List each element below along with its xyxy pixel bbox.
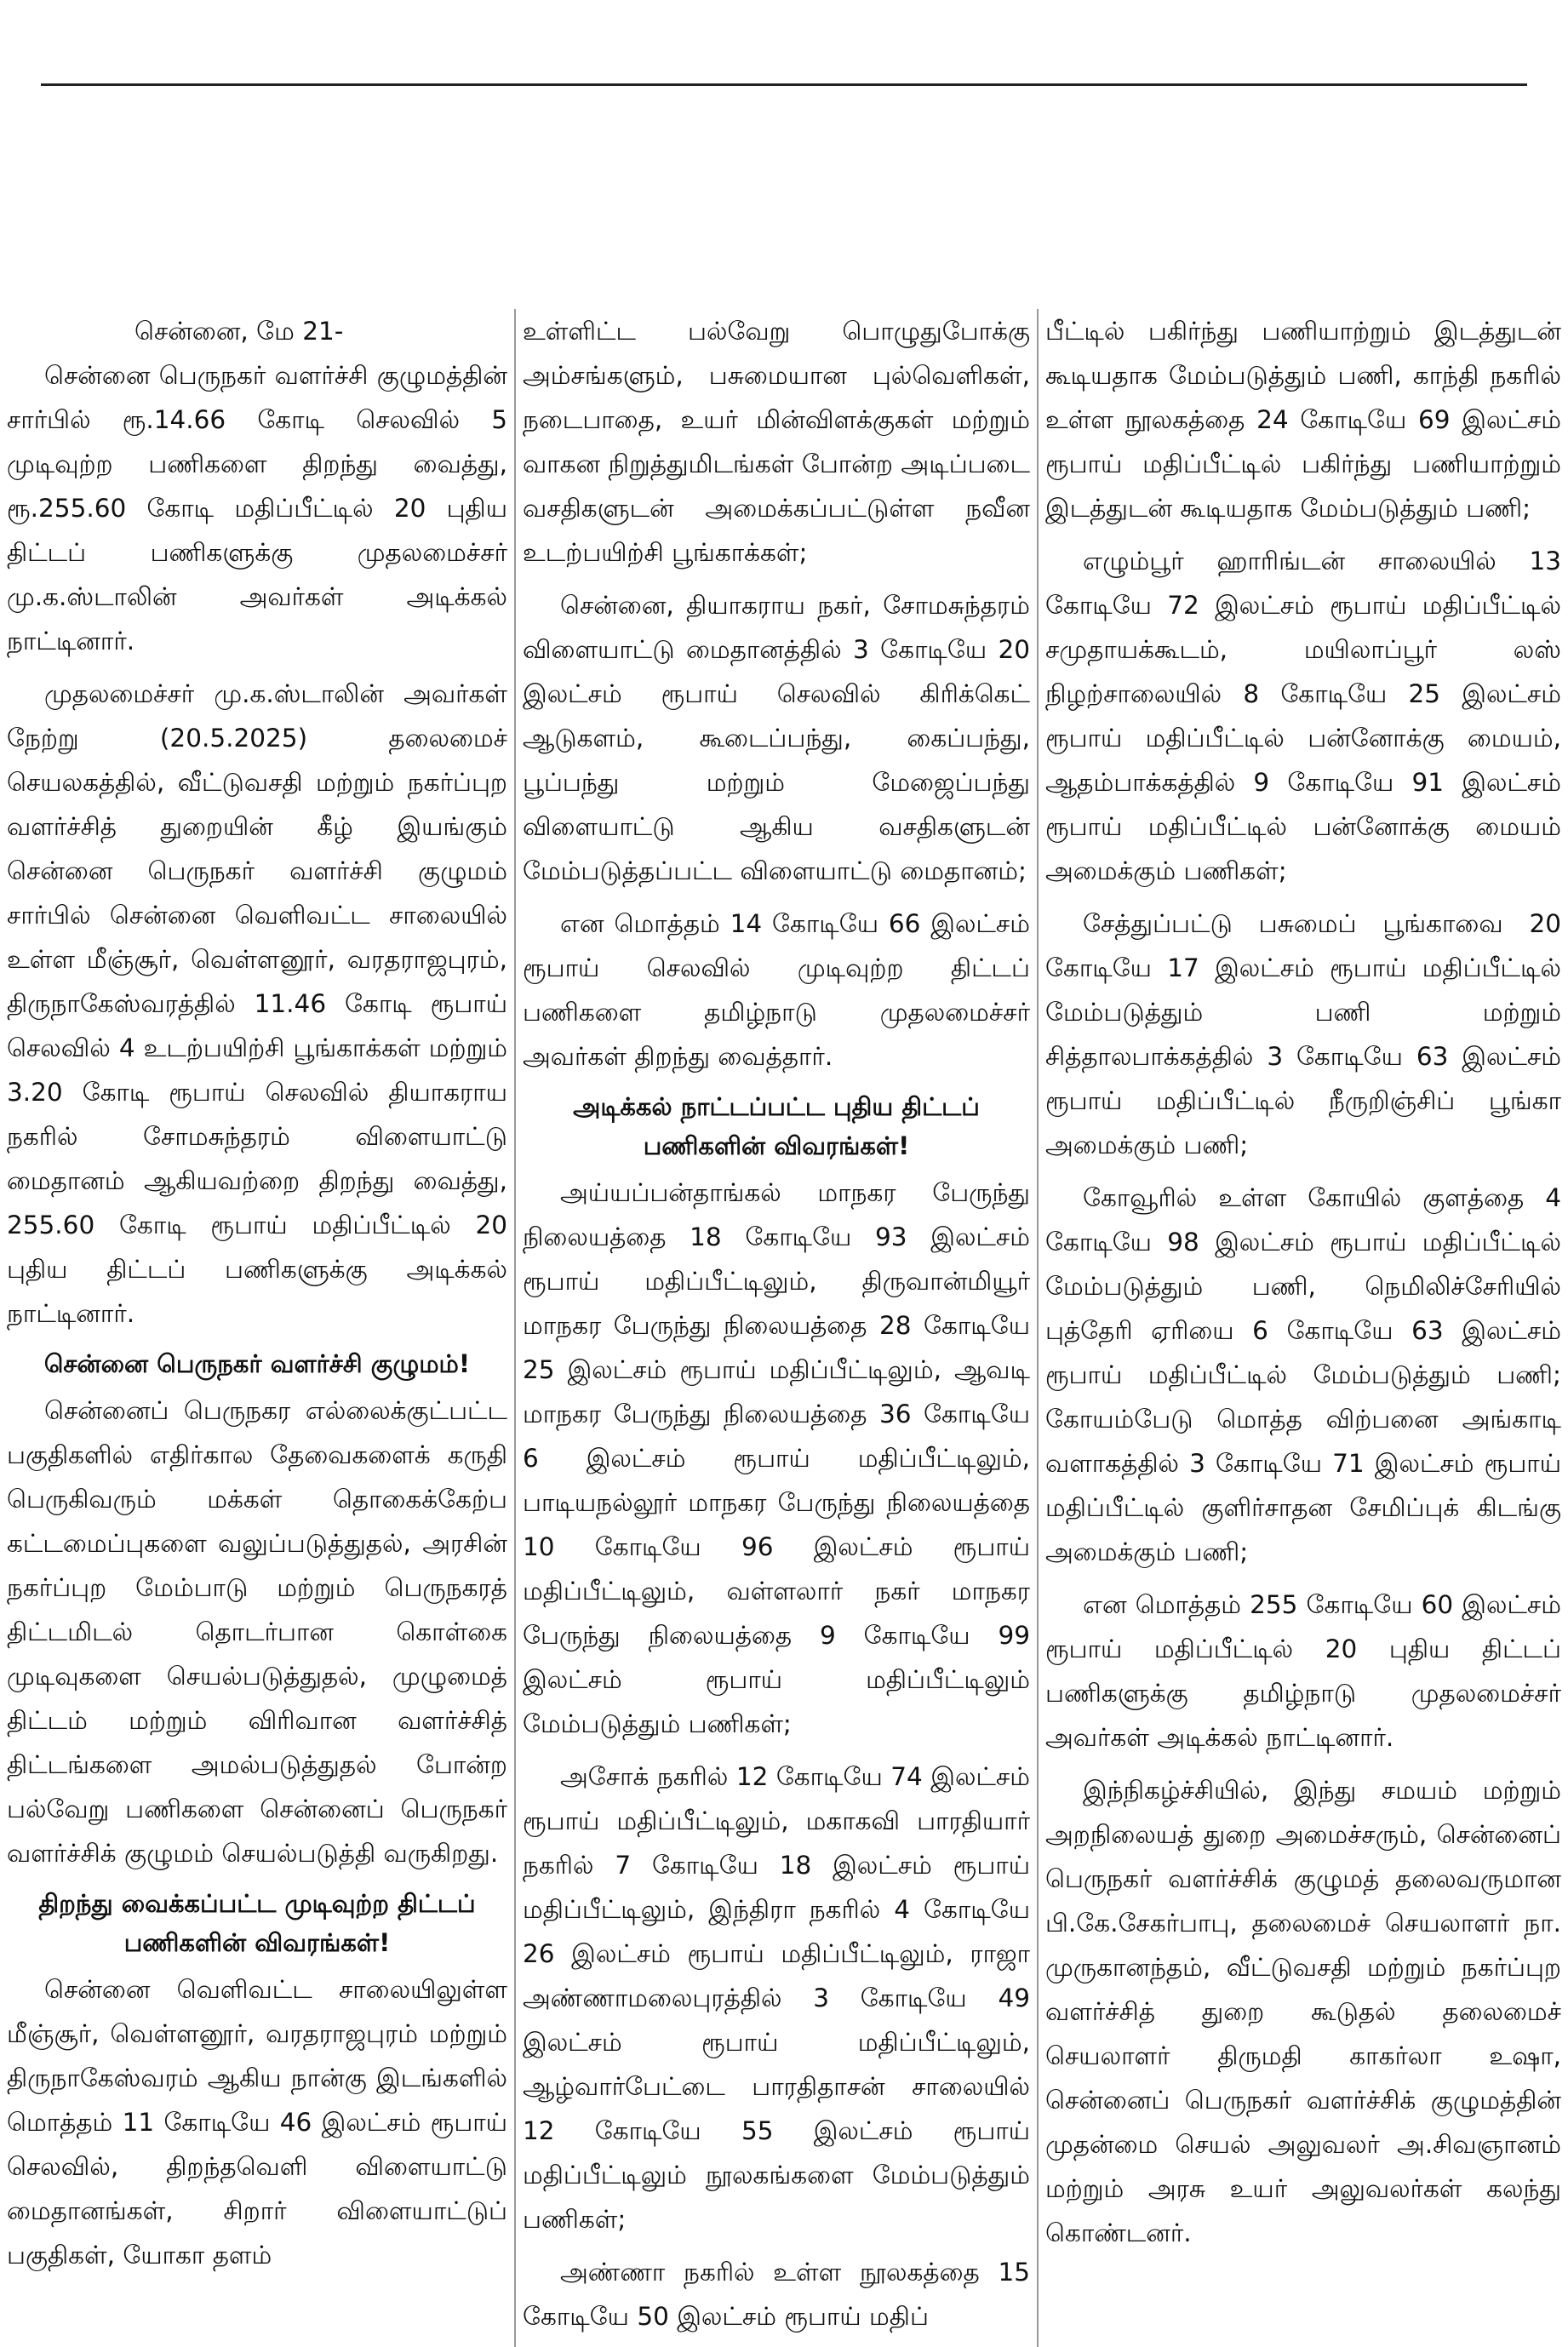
paragraph: பீட்டில் பகிர்ந்து பணியாற்றும் இடத்துடன் கூடியதாக மேம்படுத்தும் பணி, காந்தி நகரில் உள்ள நூலகத்தை 24 கோடியே 69 இலட்சம் ரூபாய் மதிப்பீட்டில் பகிர்ந்து பணியாற்றும் இடத்துடன் கூடியதாக மேம்படுத்தும் பணி; (1045, 317, 1561, 523)
paragraph: உள்ளிட்ட பல்வேறு பொழுதுபோக்கு அம்சங்களும், பசுமையான புல்வெளிகள், நடைபாதை, உயர் மின்விளக்குகள் மற்றும் வாகன நிறுத்துமிடங்கள் போன்ற அடிப்படை வசதிகளுடன் அமைக்கப்பட்டுள்ள நவீன உடற்பயிற்சி பூங்காக்கள்; (523, 317, 1030, 567)
paragraph: சென்னை வெளிவட்ட சாலையிலுள்ள மீஞ்சூர், வெள்ளனூர், வரதராஜபுரம் மற்றும் திருநாகேஸ்வரம் ஆகிய நான்கு இடங்களில் மொத்தம் 11 கோடியே 46 இலட்சம் ரூபாய் செலவில், திறந்தவெளி விளையாட்டு மைதானங்கள், சிறார் விளையாட்டுப் பகுதிகள், யோகா தளம் (7, 1975, 507, 2270)
headline (7, 89, 1561, 217)
kicker-line (7, 0, 1561, 80)
paragraph: சென்னை, தியாகராய நகர், சோமசுந்தரம் விளையாட்டு மைதானத்தில் 3 கோடியே 20 இலட்சம் ரூபாய் செலவில் கிரிக்கெட் ஆடுகளம், கூடைப்பந்து, கைப்பந்து, பூப்பந்து மற்றும் மேஜைப்பந்து விளையாட்டு ஆகிய வசதிகளுடன் மேம்படுத்தப்பட்ட விளையாட்டு மைதானம்; (523, 591, 1030, 885)
paragraph: கோவூரில் உள்ள கோயில் குளத்தை 4 கோடியே 98 இலட்சம் ரூபாய் மதிப்பீட்டில் மேம்படுத்தும் பணி, நெமிலிச்சேரியில் புத்தேரி ஏரியை 6 கோடியே 63 இலட்சம் ரூபாய் மதிப்பீட்டில் மேம்படுத்தும் பணி; கோயம்பேடு மொத்த விற்பனை அங்காடி வளாகத்தில் 3 கோடியே 71 இலட்சம் ரூபாய் மதிப்பீட்டில் குளிர்சாதன சேமிப்புக் கிடங்கு அமைக்கும் பணி; (1045, 1183, 1561, 1566)
paragraph: அசோக் நகரில் 12 கோடியே 74 இலட்சம் ரூபாய் மதிப்பீட்டிலும், மகாகவி பாரதியார் நகரில் 7 கோடியே 18 இலட்சம் ரூபாய் மதிப்பீட்டிலும், இந்திரா நகரில் 4 கோடியே 26 இலட்சம் ரூபாய் மதிப்பீட்டிலும், ராஜா அண்ணாமலைபுரத்தில் 3 கோடியே 49 இலட்சம் ரூபாய் மதிப்பீட்டிலும், ஆழ்வார்பேட்டை பாரதிதாசன் சாலையில் 12 கோடியே 55 இலட்சம் ரூபாய் மதிப்பீட்டிலும் நூலகங்களை மேம்படுத்தும் பணிகள்; (523, 1762, 1030, 2234)
paragraph: இந்நிகழ்ச்சியில், இந்து சமயம் மற்றும் அறநிலையத் துறை அமைச்சரும், சென்னைப் பெருநகர் வளர்ச்சிக் குழுமத் தலைவருமான பி.கே.சேகர்பாபு, தலைமைச் செயலாளர் நா. முருகானந்தம், வீட்டுவசதி மற்றும் நகர்ப்புற வளர்ச்சித் துறை கூடுதல் தலைமைச் செயலாளர் திருமதி காகர்லா உஷா, சென்னைப் பெருநகர் வளர்ச்சிக் குழுமத்தின் முதன்மை செயல் அலுவலர் அ.சிவஞானம் மற்றும் அரசு உயர் அலுவலர்கள் கலந்து கொண்டனர். (1045, 1776, 1561, 2247)
paragraph: அய்யப்பன்தாங்கல் மாநகர பேருந்து நிலையத்தை 18 கோடியே 93 இலட்சம் ரூபாய் மதிப்பீட்டிலும், திருவான்மியூர் மாநகர பேருந்து நிலையத்தை 28 கோடியே 25 இலட்சம் ரூபாய் மதிப்பீட்டிலும், ஆவடி மாநகர பேருந்து நிலையத்தை 36 கோடியே 6 இலட்சம் ரூபாய் மதிப்பீட்டிலும், பாடியநல்லூர் மாநகர பேருந்து நிலையத்தை 10 கோடியே 96 இலட்சம் ரூபாய் மதிப்பீட்டிலும், வள்ளலார் நகர் மாநகர பேருந்து நிலையத்தை 9 கோடியே 99 இலட்சம் ரூபாய் மதிப்பீட்டிலும் மேம்படுத்தும் பணிகள்; (523, 1178, 1030, 1738)
paragraph: என மொத்தம் 255 கோடியே 60 இலட்சம் ரூபாய் மதிப்பீட்டில் 20 புதிய திட்டப் பணிகளுக்கு தமிழ்நாடு முதலமைச்சர் அவர்கள் அடிக்கல் நாட்டினார். (1045, 1590, 1561, 1752)
column-2 (523, 309, 1030, 2347)
dateline: சென்னை, மே 21- (134, 317, 344, 346)
section-heading: சென்னை பெருநகர் வளர்ச்சி குழுமம்! (43, 1349, 471, 1378)
kicker-divider (41, 83, 1527, 86)
section-heading: அடிக்கல் நாட்டப்பட்ட புதிய திட்டப் பணிகளின் விவரங்கள்! (573, 1092, 980, 1160)
column-1 (7, 309, 507, 2347)
article-body (7, 309, 1561, 2331)
paragraph: சென்னைப் பெருநகர எல்லைக்குட்பட்ட பகுதிகளில் எதிர்கால தேவைகளைக் கருதி பெருகிவரும் மக்கள் தொகைக்கேற்ப கட்டமைப்புகளை வலுப்படுத்துதல், அரசின் நகர்ப்புற மேம்பாடு மற்றும் பெருநகரத் திட்டமிடல் தொடர்பான கொள்கை முடிவுகளை செயல்படுத்துதல், முழுமைத் திட்டம் மற்றும் விரிவான வளர்ச்சித் திட்டங்களை அமல்படுத்துதல் போன்ற பல்வேறு பணிகளை சென்னைப் பெருநகர் வளர்ச்சிக் குழுமம் செயல்படுத்தி வருகிறது. (7, 1396, 507, 1868)
paragraph: சென்னை பெருநகர் வளர்ச்சி குழுமத்தின் சார்பில் ரூ.14.66 கோடி செலவில் 5 முடிவுற்ற பணிகளை திறந்து வைத்து, ரூ.255.60 கோடி மதிப்பீட்டில் 20 புதிய திட்டப் பணிகளுக்கு முதலமைச்சர் மு.க.ஸ்டாலின் அவர்கள் அடிக்கல் நாட்டினார். (7, 361, 507, 655)
paragraph: அண்ணா நகரில் உள்ள நூலகத்தை 15 கோடியே 50 இலட்சம் ரூபாய் மதிப் (523, 2258, 1030, 2331)
paragraph: எழும்பூர் ஹாரிங்டன் சாலையில் 13 கோடியே 72 இலட்சம் ரூபாய் மதிப்பீட்டில் சமுதாயக்கூடம், மயிலாப்பூர் லஸ் நிழற்சாலையில் 8 கோடியே 25 இலட்சம் ரூபாய் மதிப்பீட்டில் பன்னோக்கு மையம், ஆதம்பாக்கத்தில் 9 கோடியே 91 இலட்சம் ரூபாய் மதிப்பீட்டில் பன்னோக்கு மையம் அமைக்கும் பணிகள்; (1045, 547, 1561, 885)
paragraph: என மொத்தம் 14 கோடியே 66 இலட்சம் ரூபாய் செலவில் முடிவுற்ற திட்டப் பணிகளை தமிழ்நாடு முதலமைச்சர் அவர்கள் திறந்து வைத்தார். (523, 909, 1030, 1071)
subheadline (7, 220, 1561, 302)
section-heading: திறந்து வைக்கப்பட்ட முடிவுற்ற திட்டப் பணிகளின் விவரங்கள்! (38, 1889, 476, 1957)
column-3 (1045, 309, 1561, 2347)
paragraph: முதலமைச்சர் மு.க.ஸ்டாலின் அவர்கள் நேற்று (20.5.2025) தலைமைச் செயலகத்தில், வீட்டுவசதி மற்றும் நகர்ப்புற வளர்ச்சித் துறையின் கீழ் இயங்கும் சென்னை பெருநகர் வளர்ச்சி குழுமம் சார்பில் சென்னை வெளிவட்ட சாலையில் உள்ள மீஞ்சூர், வெள்ளனூர், வரதராஜபுரம், திருநாகேஸ்வரத்தில் 11.46 கோடி ரூபாய் செலவில் 4 உடற்பயிற்சி பூங்காக்கள் மற்றும் 3.20 கோடி ரூபாய் செலவில் தியாகராய நகரில் சோமசுந்தரம் விளையாட்டு மைதானம் ஆகியவற்றை திறந்து வைத்து, 255.60 கோடி ரூபாய் மதிப்பீட்டில் 20 புதிய திட்டப் பணிகளுக்கு அடிக்கல் நாட்டினார். (7, 679, 507, 1328)
paragraph: சேத்துப்பட்டு பசுமைப் பூங்காவை 20 கோடியே 17 இலட்சம் ரூபாய் மதிப்பீட்டில் மேம்படுத்தும் பணி மற்றும் சித்தாலபாக்கத்தில் 3 கோடியே 63 இலட்சம் ரூபாய் மதிப்பீட்டில் நீருறிஞ்சிப் பூங்கா அமைக்கும் பணி; (1045, 909, 1561, 1159)
